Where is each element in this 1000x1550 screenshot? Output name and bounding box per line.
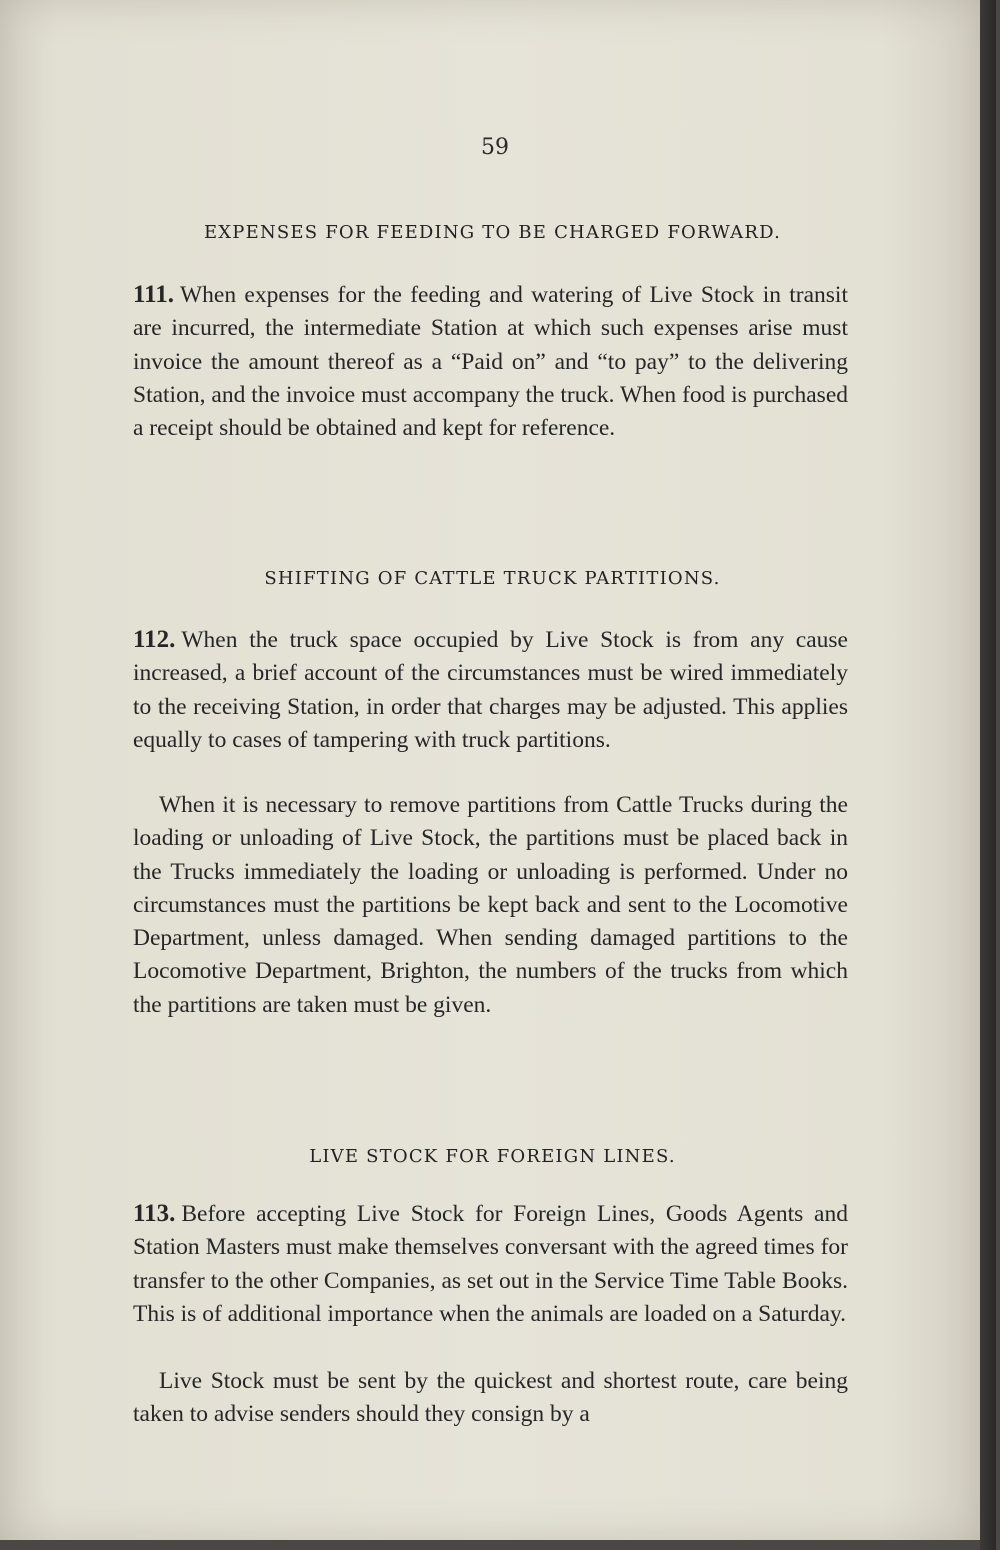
paragraph-112-continuation: When it is necessary to remove partitions from Cattle Trucks during the loading or unloading of Live Stock, the partitions must be placed back in the Trucks immediately the loading or unloading is performed. Under no circumstances must the partitions be kept back and sent to the Locomotive Department, unless damaged. When sending damaged partitions to the Locomotive Department, Brighton, the numbers of the trucks from which the partitions are taken must be given.	[133, 792, 848, 1018]
section-heading-foreign-lines: LIVE STOCK FOR FOREIGN LINES.	[309, 1146, 676, 1167]
paragraph-112-text: When the truck space occupied by Live Stock is from any cause increased, a brief account of the circumstances must be wired immediately to the receiving Station, in order that charges may be adjusted. This applies equally to cases of tampering with truck partitions.	[133, 627, 848, 753]
paragraph-111-text: When expenses for the feeding and watering of Live Stock in transit are incurred, the intermediate Station at which such expenses arise must invoice the amount thereof as a “Paid on” and “to pay” to the delivering Station, and the invoice must accompany the truck. When food is purchased a receipt should be obtained and kept for reference.	[133, 282, 848, 442]
book-spine-shadow	[980, 0, 996, 1550]
paragraph-113	[133, 1197, 848, 1331]
paragraph-number-113: 113.	[133, 1200, 176, 1227]
paragraph-113-text: Before accepting Live Stock for Foreign Lines, Goods Agents and Station Masters must make themselves conversant with the agreed times for transfer to the other Companies, as set out in the Service Time Table Books. This is of additional importance when the animals are loaded on a Saturday.	[133, 1201, 848, 1327]
section-heading-feeding-expenses: EXPENSES FOR FEEDING TO BE CHARGED FORWARD.	[203, 222, 782, 243]
section-heading-truck-partitions: SHIFTING OF CATTLE TRUCK PARTITIONS.	[264, 568, 721, 589]
paragraph-112	[133, 623, 848, 757]
paragraph-number-111: 111.	[133, 281, 174, 308]
page-number: 59	[481, 135, 509, 160]
paragraph-111	[133, 278, 848, 445]
paragraph-113-continuation: Live Stock must be sent by the quickest and shortest route, care being taken to advise senders should they consign by a	[133, 1368, 848, 1428]
paragraph-number-112: 112.	[133, 626, 176, 653]
